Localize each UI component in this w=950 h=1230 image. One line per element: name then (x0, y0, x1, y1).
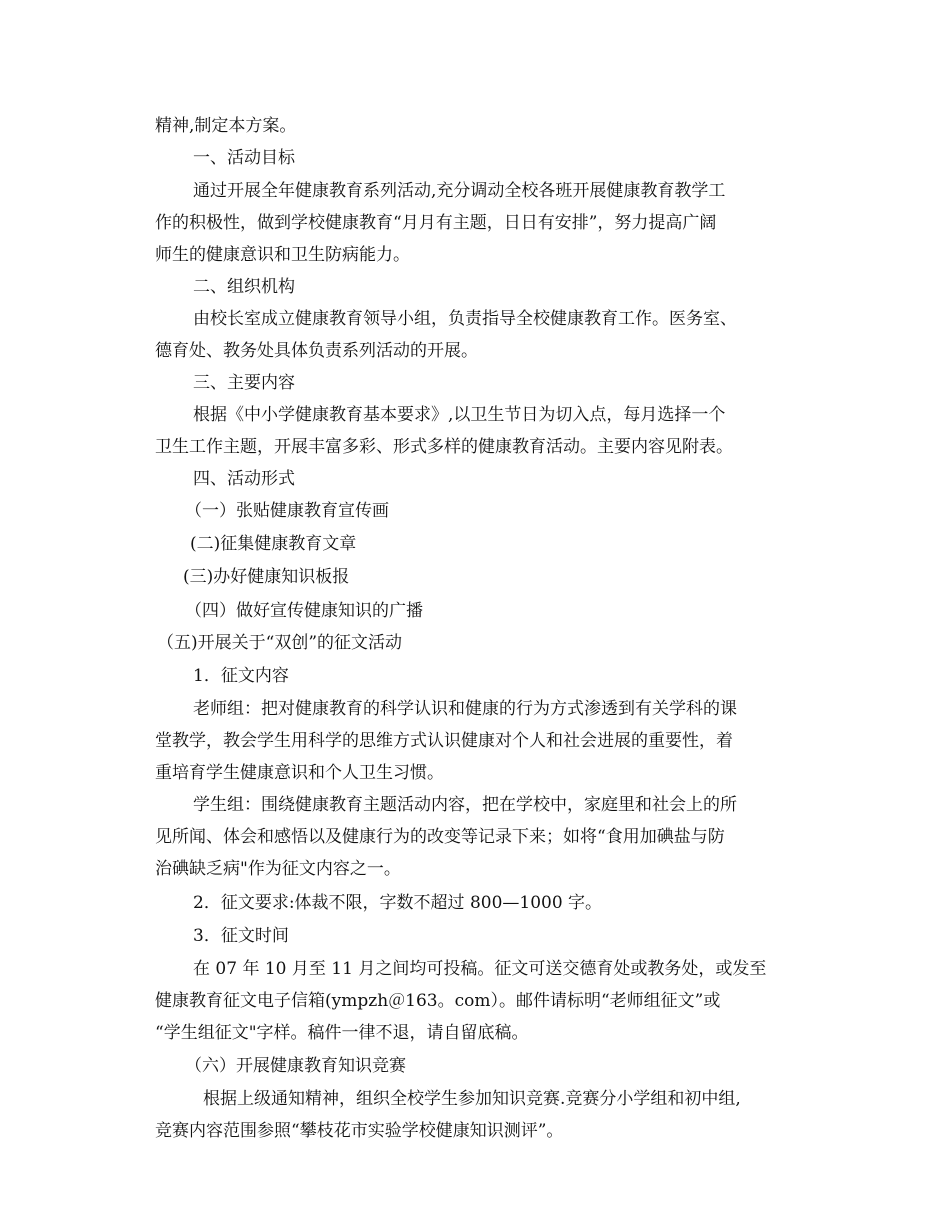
subsection-heading: （六）开展健康教育知识竞赛 (185, 1056, 406, 1076)
text-line: 见所闻、体会和感悟以及健康行为的改变等记录下来；如将“食用加碘盐与防 (155, 827, 725, 847)
text-line: 学生组：围绕健康教育主题活动内容，把在学校中，家庭里和社会上的所 (193, 795, 737, 815)
text-line: 竞赛内容范围参照“攀枝花市实验学校健康知识测评”。 (155, 1121, 564, 1141)
subsection-heading: （五)开展关于“双创”的征文活动 (157, 633, 403, 653)
text-line: “学生组征文"字样。稿件一律不退，请自留底稿。 (155, 1023, 529, 1043)
text-line: 重培育学生健康意识和个人卫生习惯。 (155, 763, 444, 783)
text-line: 德育处、教务处具体负责系列活动的开展。 (155, 341, 478, 361)
section-heading: 四、活动形式 (193, 469, 295, 489)
text-line: 堂教学，教会学生用科学的思维方式认识健康对个人和社会进展的重要性，着 (155, 731, 733, 751)
text-line: 精神,制定本方案。 (155, 116, 297, 136)
subsection-heading: (二)征集健康教育文章 (190, 534, 357, 554)
section-heading: 一、活动目标 (193, 148, 295, 168)
text-line: 老师组：把对健康教育的科学认识和健康的行为方式渗透到有关学科的课 (193, 699, 737, 719)
item-heading: 2．征文要求:体裁不限，字数不超过 800—1000 字。 (193, 893, 603, 913)
item-heading: 1．征文内容 (193, 666, 289, 686)
text-line: 健康教育征文电子信箱(ympzh＠163。com）。邮件请标明“老师组征文”或 (155, 991, 721, 1011)
text-line: 通过开展全年健康教育系列活动,充分调动全校各班开展健康教育教学工 (193, 181, 726, 201)
text-line: 作的积极性，做到学校健康教育“月月有主题，日日有安排”，努力提高广阔 (155, 213, 717, 233)
subsection-heading: （四）做好宣传健康知识的广播 (185, 601, 423, 621)
text-line: 师生的健康意识和卫生防病能力。 (155, 245, 410, 265)
text-line: 根据《中小学健康教育基本要求》,以卫生节日为切入点，每月选择一个 (193, 405, 726, 425)
text-line: 根据上级通知精神，组织全校学生参加知识竞赛.竞赛分小学组和初中组, (203, 1089, 741, 1109)
section-heading: 二、组织机构 (193, 277, 295, 297)
text-line: 卫生工作主题，开展丰富多彩、形式多样的健康教育活动。主要内容见附表。 (155, 437, 733, 457)
text-line: 治碘缺乏病"作为征文内容之一。 (155, 859, 401, 879)
subsection-heading: （一）张贴健康教育宣传画 (185, 501, 389, 521)
text-line: 由校长室成立健康教育领导小组，负责指导全校健康教育工作。医务室、 (193, 309, 737, 329)
subsection-heading: (三)办好健康知识板报 (183, 567, 350, 587)
text-line: 在 07 年 10 月至 11 月之间均可投稿。征文可送交德育处或教务处，或发至 (193, 959, 767, 979)
section-heading: 三、主要内容 (193, 373, 295, 393)
item-heading: 3．征文时间 (193, 926, 289, 946)
